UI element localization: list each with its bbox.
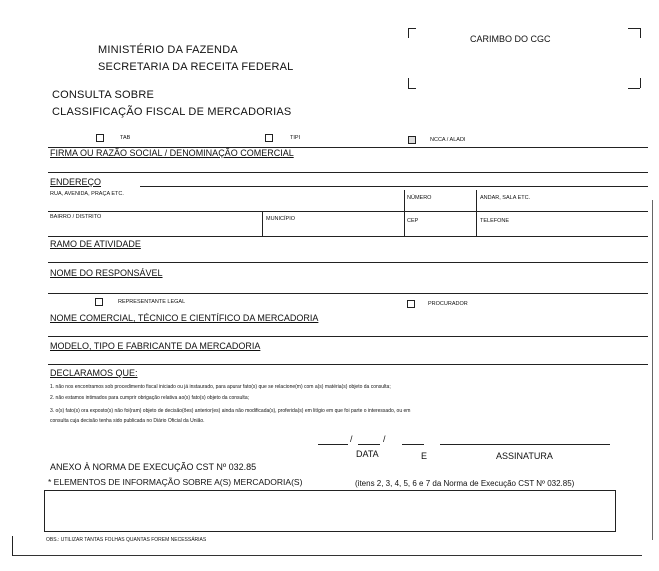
date-day-line[interactable]: [318, 444, 348, 445]
firm-input-line[interactable]: [48, 172, 648, 173]
bottom-edge-line: [12, 555, 642, 556]
declaration-item-3a: 3. o(s) fato(s) ora exposto(s) não foi(ram) objeto de decisão(ões) anterior(es) ainda não modificada(s), proferida(s) em litígio em que foi parte o interessado, ou em: [50, 408, 411, 414]
commercial-name-input-line[interactable]: [48, 336, 648, 337]
elements-input-box[interactable]: [44, 490, 616, 532]
right-edge-line: [652, 200, 653, 540]
declaration-item-1: 1. não nos encontramos sob procedimento fiscal iniciado ou já instaurado, para apurar fato(s) que se relacione(m) com a(s) matéria(s) objeto da consulta;: [50, 384, 391, 390]
annex-elements: * ELEMENTOS DE INFORMAÇÃO SOBRE A(S) MERCADORIA(S): [48, 477, 303, 487]
attorney-label: PROCURADOR: [428, 301, 468, 307]
ministry-title: MINISTÉRIO DA FAZENDA: [98, 44, 238, 56]
date-label: DATA: [356, 449, 379, 459]
and-label: E: [421, 451, 428, 461]
signature-label: ASSINATURA: [496, 451, 553, 461]
address-label: ENDEREÇO: [50, 177, 102, 187]
legal-rep-label: REPRESENTANTE LEGAL: [118, 299, 186, 305]
model-label: MODELO, TIPO E FABRICANTE DA MERCADORIA: [50, 341, 261, 351]
date-year-line[interactable]: [402, 444, 424, 445]
legal-rep-checkbox[interactable]: [95, 298, 103, 306]
firm-label: FIRMA OU RAZÃO SOCIAL / DENOMINAÇÃO COMERCIAL: [50, 148, 294, 158]
left-edge-line: [12, 536, 13, 556]
cep-label: CEP: [407, 218, 419, 224]
stamp-label: CARIMBO DO CGC: [470, 34, 551, 44]
date-month-line[interactable]: [358, 444, 380, 445]
street-label: RUA, AVENIDA, PRAÇA ETC.: [50, 191, 124, 197]
date-slash-1: /: [350, 434, 353, 444]
tab-label: TAB: [120, 135, 131, 141]
secretariat-title: SECRETARIA DA RECEITA FEDERAL: [98, 61, 294, 73]
consult-title: CONSULTA SOBRE: [52, 89, 155, 101]
attorney-checkbox[interactable]: [407, 300, 415, 308]
district-label: BAIRRO / DISTRITO: [50, 214, 102, 220]
responsible-label: NOME DO RESPONSÁVEL: [50, 268, 163, 278]
number-label: NÚMERO: [407, 195, 432, 201]
classification-title: CLASSIFICAÇÃO FISCAL DE MERCADORIAS: [52, 106, 292, 118]
municipality-label: MUNICÍPIO: [266, 216, 296, 222]
ncca-label: NCCA / ALADI: [430, 137, 466, 143]
model-input-line[interactable]: [48, 364, 648, 365]
declaration-item-2: 2. não estamos intimados para cumprir obrigação relativa ao(s) fato(s) objeto da consulta;: [50, 395, 249, 401]
floor-label: ANDAR, SALA ETC.: [480, 195, 531, 201]
activity-input-line[interactable]: [48, 262, 648, 263]
commercial-name-label: NOME COMERCIAL, TÉCNICO E CIENTÍFICO DA MERCADORIA: [50, 313, 319, 323]
activity-label: RAMO DE ATIVIDADE: [50, 239, 141, 249]
footer-obs: OBS.: UTILIZAR TANTAS FOLHAS QUANTAS FOREM NECESSÁRIAS: [46, 537, 207, 543]
phone-label: TELEFONE: [480, 218, 510, 224]
annex-title: ANEXO À NORMA DE EXECUÇÃO CST Nº 032.85: [50, 462, 257, 472]
date-slash-2: /: [383, 434, 386, 444]
declaration-item-3b: consulta cuja decisão tenha sido publicada no Diário Oficial da União.: [50, 418, 205, 424]
street-input-line[interactable]: [48, 211, 648, 212]
tipi-checkbox[interactable]: [265, 134, 273, 142]
declaration-title: DECLARAMOS QUE:: [50, 368, 138, 378]
signature-line[interactable]: [440, 444, 610, 445]
tab-checkbox[interactable]: [96, 134, 104, 142]
responsible-input-line[interactable]: [48, 293, 648, 294]
annex-items-ref: (itens 2, 3, 4, 5, 6 e 7 da Norma de Execução CST Nº 032.85): [355, 479, 575, 488]
district-input-line[interactable]: [48, 236, 648, 237]
tipi-label: TIPI: [290, 135, 301, 141]
ncca-checkbox[interactable]: [408, 136, 416, 144]
